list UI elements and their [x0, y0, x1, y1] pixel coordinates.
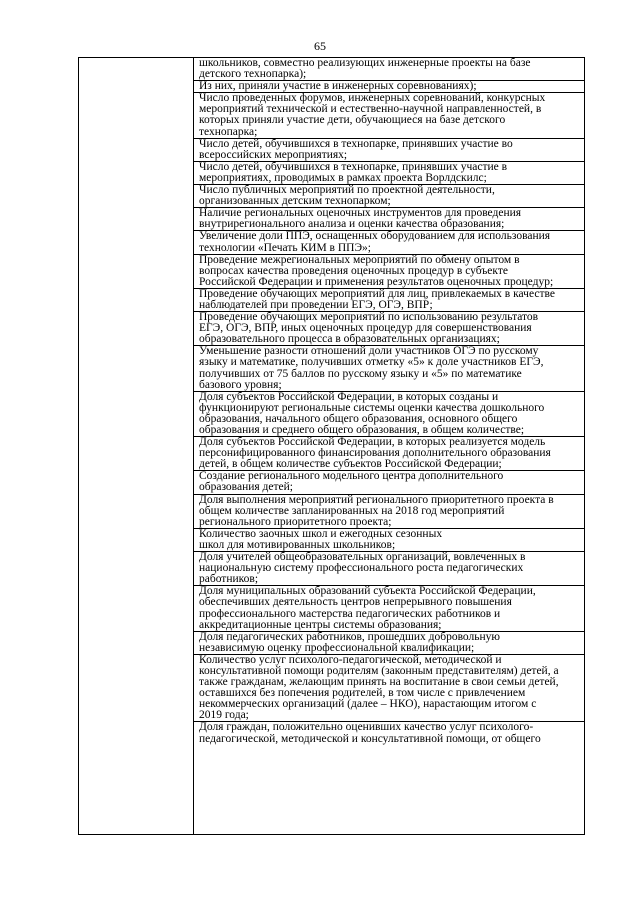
paragraph-line: получивших от 75 баллов по русскому языку и «5» по математике	[199, 367, 522, 380]
paragraph-line: некоммерческих организаций (далее – НКО), нарастающим итогом с	[199, 698, 537, 711]
table-cell-paragraph	[194, 139, 584, 162]
table-cell-paragraph	[194, 312, 584, 346]
paragraph-line: работников;	[199, 573, 259, 586]
paragraph-line: Количество заочных школ и ежегодных сезонных	[199, 527, 443, 540]
paragraph-line: образования детей;	[199, 481, 293, 494]
paragraph-line: мероприятиях, проводимых в рамках проекта Ворлдскилс;	[199, 171, 487, 184]
paragraph-line: Доля субъектов Российской Федерации, в которых реализуется модель	[199, 436, 546, 449]
paragraph-line: консультативной помощи родителям (законным представителям) детей, а	[199, 664, 559, 677]
paragraph-line: регионального приоритетного проекта;	[199, 515, 392, 528]
paragraph-line: наблюдателей при проведении ЕГЭ, ОГЭ, ВПР;	[199, 298, 433, 311]
paragraph-line: профессионального мастерства педагогических работников и	[199, 607, 501, 620]
paragraph-line: ЕГЭ, ОГЭ, ВПР, иных оценочных процедур для совершенствования	[199, 322, 532, 335]
paragraph-line: технологии «Печать КИМ в ППЭ»;	[199, 241, 372, 254]
document-table	[78, 57, 585, 835]
paragraph-line: детей, в общем количестве субъектов Российской Федерации;	[199, 458, 502, 471]
paragraph-line: образовательного процесса в образовательных организациях;	[199, 333, 500, 346]
paragraph-line: вопросах качества проведения оценочных процедур в субъекте	[199, 264, 508, 277]
paragraph-line: независимую оценку профессиональной квалификации;	[199, 641, 475, 654]
paragraph-line: технопарка;	[199, 125, 258, 138]
table-cell-paragraph	[194, 162, 584, 185]
paragraph-line: Проведение межрегиональных мероприятий по обмену опытом в	[199, 253, 520, 266]
table-cell-paragraph	[194, 392, 584, 437]
paragraph-line: базового уровня;	[199, 378, 282, 391]
paragraph-line: которых приняли участие дети, обучающиеся на базе детского	[199, 114, 506, 127]
paragraph-line: также гражданам, желающим принять на воспитание в свои семьи детей,	[199, 676, 559, 689]
paragraph-line: языку и математике, получивших отметку «5» к доле участников ЕГЭ,	[199, 356, 544, 369]
paragraph-line: оставшихся без попечения родителей, в том числе с привлечением	[199, 687, 526, 700]
table-cell-paragraph	[194, 346, 584, 391]
paragraph-line: детского технопарка);	[199, 68, 307, 81]
paragraph-line: мероприятий технической и естественно-научной направленностей, в	[199, 103, 542, 116]
table-right-column	[194, 58, 584, 834]
paragraph-line: национальную систему профессионального роста педагогических	[199, 562, 524, 575]
paragraph-line: всероссийских мероприятиях;	[199, 148, 348, 161]
paragraph-line: Число детей, обучившихся в технопарке, принявших участие в	[199, 160, 508, 173]
paragraph-line: Проведение обучающих мероприятий по использованию результатов	[199, 311, 539, 324]
paragraph-line: Уменьшение разности отношений доли участников ОГЭ по русскому	[199, 345, 539, 358]
table-cell-paragraph	[194, 632, 584, 655]
table-cell-paragraph	[194, 655, 584, 723]
page-number: 65	[314, 39, 326, 53]
paragraph-line: общем количестве запланированных на 2018 год мероприятий	[199, 504, 505, 517]
table-left-column	[79, 58, 194, 834]
table-cell-paragraph	[194, 529, 584, 552]
paragraph-line: Создание регионального модельного центра дополнительного	[199, 470, 504, 483]
paragraph-line: Число проведенных форумов, инженерных соревнований, конкурсных	[199, 92, 546, 105]
paragraph-line: функционируют региональные системы оценки качества дошкольного	[199, 401, 545, 414]
table-cell-paragraph	[194, 208, 584, 231]
table-cell-paragraph	[194, 495, 584, 529]
paragraph-line: организованных детским технопарком;	[199, 195, 391, 208]
table-cell-paragraph	[194, 231, 584, 254]
paragraph-line: Наличие региональных оценочных инструментов для проведения	[199, 207, 522, 220]
paragraph-line: Доля педагогических работников, прошедших добровольную	[199, 630, 501, 643]
paragraph-line: аккредитационные центры системы образования;	[199, 618, 442, 631]
paragraph-line: Проведение обучающих мероприятий для лиц, привлекаемых в качестве	[199, 287, 555, 300]
paragraph-line: педагогической, методической и консультативной помощи, от общего	[199, 732, 541, 745]
table-cell-paragraph	[194, 437, 584, 471]
paragraph-line: образования и среднего общего образования, в общем количестве;	[199, 424, 525, 436]
paragraph-line: Число детей, обучившихся в технопарке, принявших участие во	[199, 137, 513, 150]
paragraph-line: Доля граждан, положительно оценивших качество услуг психолого-	[199, 721, 534, 734]
paragraph-line: образования, начального общего образования, основного общего	[199, 412, 518, 425]
paragraph-line: Увеличение доли ППЭ, оснащенных оборудованием для использования	[199, 230, 551, 243]
paragraph-line: Число публичных мероприятий по проектной деятельности,	[199, 184, 495, 197]
paragraph-line: школ для мотивированных школьников;	[199, 538, 396, 551]
paragraph-line: Доля муниципальных образований субъекта Российской Федерации,	[199, 585, 536, 598]
table-cell-paragraph	[194, 185, 584, 208]
table-cell-paragraph	[194, 471, 584, 494]
paragraph-line: Доля учителей общеобразовательных организаций, вовлеченных в	[199, 551, 526, 564]
paragraph-line: Из них, приняли участие в инженерных соревнованиях);	[199, 80, 477, 93]
table-cell-paragraph	[194, 93, 584, 138]
paragraph-line: Доля выполнения мероприятий регионального приоритетного проекта в	[199, 493, 554, 506]
table-cell-paragraph	[194, 58, 584, 81]
paragraph-line: 2019 года;	[199, 709, 249, 722]
table-cell-paragraph	[194, 255, 584, 289]
table-cell-paragraph	[194, 586, 584, 631]
paragraph-line: обеспечивших деятельность центров непрерывного повышения	[199, 596, 512, 609]
paragraph-line: Количество услуг психолого-педагогической, методической и	[199, 653, 502, 666]
paragraph-line: Доля субъектов Российской Федерации, в которых созданы и	[199, 390, 499, 403]
paragraph-line: персонифицированного финансирования дополнительного образования	[199, 447, 551, 460]
table-cell-paragraph	[194, 289, 584, 312]
paragraph-line: Российской Федерации и применения результатов оценочных процедур;	[199, 275, 554, 288]
table-cell-paragraph	[194, 552, 584, 586]
paragraph-line: школьников, совместно реализующих инженерные проекты на базе	[199, 57, 531, 69]
table-cell-paragraph	[194, 722, 584, 744]
paragraph-line: внутрирегионального анализа и оценки качества образования;	[199, 218, 505, 231]
